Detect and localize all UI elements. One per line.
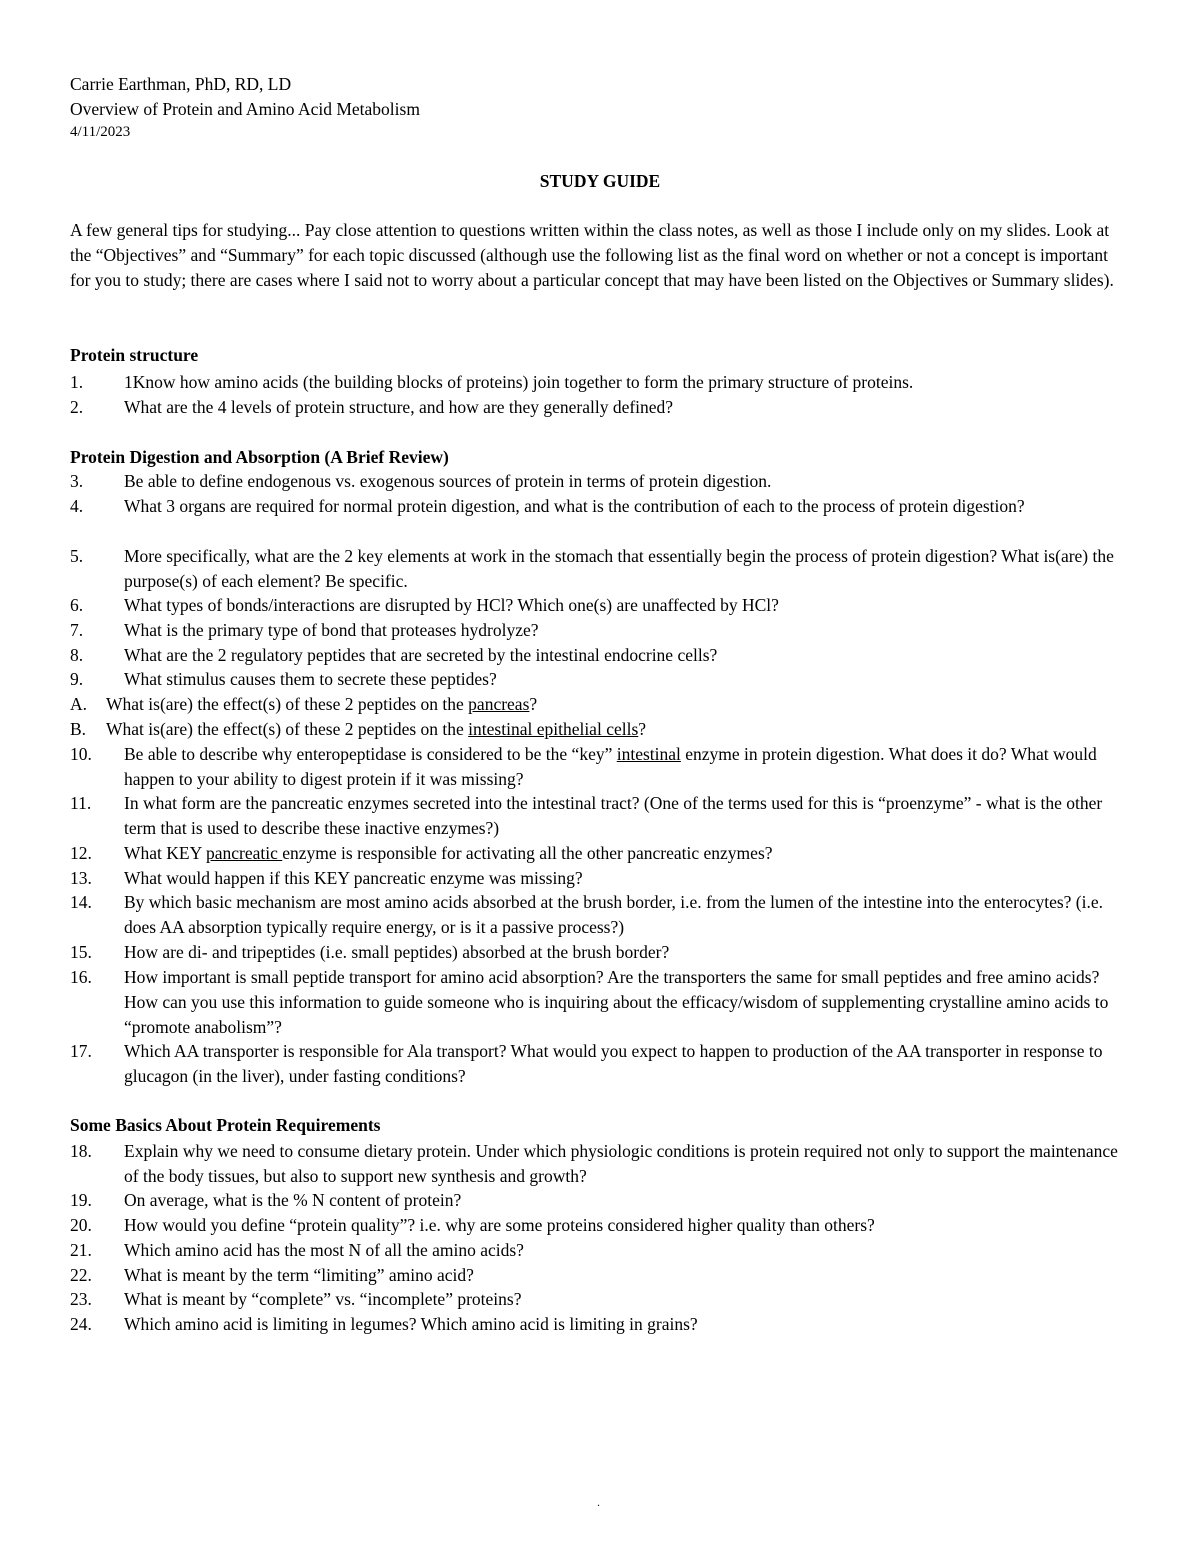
page-title: STUDY GUIDE <box>539 171 661 191</box>
question-text-post: ? <box>638 719 647 739</box>
question-text: On average, what is the % N content of protein? <box>124 1190 462 1210</box>
footer-mark: . <box>597 1495 600 1509</box>
section-heading-protein-structure: Protein structure <box>70 345 199 365</box>
section-heading-digestion-absorption: Protein Digestion and Absorption (A Brief Review) <box>70 447 449 467</box>
question-text: Explain why we need to consume dietary protein. Under which physiologic conditions is protein required not only to support the maintenance of the body tissues, but also to support new synthesis and growth? <box>124 1141 1118 1186</box>
underlined-term: intestinal <box>616 744 681 764</box>
question-9 <box>70 667 1130 692</box>
underlined-term: pancreas <box>468 694 530 714</box>
question-text <box>106 717 1130 742</box>
question-17 <box>70 1039 1130 1089</box>
question-2 <box>70 395 1130 420</box>
question-20 <box>70 1213 1130 1238</box>
question-text-pre: What is(are) the effect(s) of these 2 peptides on the <box>106 719 469 739</box>
question-1 <box>70 370 1130 395</box>
question-text: What types of bonds/interactions are disrupted by HCl? Which one(s) are unaffected by HCl? <box>124 595 779 615</box>
question-22 <box>70 1263 1130 1288</box>
question-text: By which basic mechanism are most amino acids absorbed at the brush border, i.e. from the lumen of the intestine into the enterocytes? (i.e. does AA absorption typically require energy, or is it a passive process?) <box>124 892 1104 937</box>
question-number: 9. <box>70 669 84 689</box>
question-number: 18. <box>70 1141 92 1161</box>
question-text: What stimulus causes them to secrete these peptides? <box>124 669 497 689</box>
question-text: Which amino acid is limiting in legumes? Which amino acid is limiting in grains? <box>124 1314 698 1334</box>
question-6 <box>70 593 1130 618</box>
question-text: 1Know how amino acids (the building blocks of proteins) join together to form the primary structure of proteins. <box>124 372 914 392</box>
question-text: How important is small peptide transport for amino acid absorption? Are the transporters the same for small peptides and free amino acids? How can you use this information to guide someone who is inquiring about the efficacy/wisdom of supplementing crystalline amino acids to “promote anabolism”? <box>124 967 1109 1037</box>
question-16 <box>70 965 1130 1039</box>
question-text <box>106 692 1130 717</box>
question-number: 21. <box>70 1240 92 1260</box>
question-9b <box>70 717 1130 742</box>
question-number: 4. <box>70 496 84 516</box>
question-5 <box>70 544 1130 594</box>
underlined-term: intestinal epithelial cells <box>468 719 639 739</box>
question-number: 16. <box>70 967 92 987</box>
question-text <box>124 742 1130 792</box>
question-number: 1. <box>70 372 84 392</box>
question-number: 5. <box>70 546 84 566</box>
question-text: More specifically, what are the 2 key elements at work in the stomach that essentially begin the process of protein digestion? What is(are) the purpose(s) of each element? Be specific. <box>124 546 1114 591</box>
question-text: How are di- and tripeptides (i.e. small peptides) absorbed at the brush border? <box>124 942 670 962</box>
question-number: 14. <box>70 892 92 912</box>
question-13 <box>70 866 1130 891</box>
question-number: 10. <box>70 744 92 764</box>
question-18 <box>70 1139 1130 1189</box>
author-line: Carrie Earthman, PhD, RD, LD <box>70 74 292 94</box>
question-text: What is meant by “complete” vs. “incomplete” proteins? <box>124 1289 522 1309</box>
question-number: 15. <box>70 942 92 962</box>
question-letter: B. <box>70 719 87 739</box>
question-12 <box>70 841 1130 866</box>
question-text-post: ? <box>529 694 538 714</box>
question-3 <box>70 469 1130 494</box>
question-text: Be able to define endogenous vs. exogenous sources of protein in terms of protein digestion. <box>124 471 772 491</box>
question-text: In what form are the pancreatic enzymes secreted into the intestinal tract? (One of the terms used for this is “proenzyme” - what is the other term that is used to describe these inactive enzymes?) <box>124 793 1103 838</box>
question-23 <box>70 1287 1130 1312</box>
question-number: 12. <box>70 843 92 863</box>
question-number: 6. <box>70 595 84 615</box>
question-24 <box>70 1312 1130 1337</box>
question-4 <box>70 494 1130 519</box>
question-text-pre: What is(are) the effect(s) of these 2 peptides on the <box>106 694 469 714</box>
question-number: 2. <box>70 397 84 417</box>
question-19 <box>70 1188 1130 1213</box>
question-text: What are the 4 levels of protein structure, and how are they generally defined? <box>124 397 674 417</box>
question-text: What would happen if this KEY pancreatic enzyme was missing? <box>124 868 583 888</box>
underlined-term: pancreatic <box>205 843 283 863</box>
intro-paragraph: A few general tips for studying... Pay close attention to questions written within the class notes, as well as those I include only on my slides. Look at the “Objectives” and “Summary” for each topic discussed (although use the following list as the final word on whether or not a concept is important for you to study; there are cases where I said not to worry about a particular concept that may have been listed on the Objectives or Summary slides). <box>70 220 1114 290</box>
question-text: Which amino acid has the most N of all the amino acids? <box>124 1240 524 1260</box>
question-7 <box>70 618 1130 643</box>
question-number: 8. <box>70 645 84 665</box>
question-number: 23. <box>70 1289 92 1309</box>
section-heading-protein-requirements: Some Basics About Protein Requirements <box>70 1115 381 1135</box>
question-text <box>124 841 1130 866</box>
question-text: What 3 organs are required for normal protein digestion, and what is the contribution of each to the process of protein digestion? <box>124 496 1025 516</box>
question-number: 13. <box>70 868 92 888</box>
question-14 <box>70 890 1130 940</box>
date-line: 4/11/2023 <box>70 124 131 140</box>
question-number: 7. <box>70 620 84 640</box>
question-letter: A. <box>70 694 88 714</box>
question-10 <box>70 742 1130 792</box>
question-21 <box>70 1238 1130 1263</box>
question-text-pre: What KEY <box>124 843 206 863</box>
question-number: 11. <box>70 793 92 813</box>
question-text-pre: Be able to describe why enteropeptidase is considered to be the “key” <box>124 744 617 764</box>
question-number: 20. <box>70 1215 92 1235</box>
question-number: 24. <box>70 1314 92 1334</box>
question-8 <box>70 643 1130 668</box>
question-text: Which AA transporter is responsible for Ala transport? What would you expect to happen to production of the AA transporter in response to glucagon (in the liver), under fasting conditions? <box>124 1041 1103 1086</box>
course-title: Overview of Protein and Amino Acid Metabolism <box>70 99 420 119</box>
question-number: 22. <box>70 1265 92 1285</box>
question-9a <box>70 692 1130 717</box>
question-text: What is meant by the term “limiting” amino acid? <box>124 1265 474 1285</box>
question-number: 3. <box>70 471 84 491</box>
question-15 <box>70 940 1130 965</box>
question-text-post: enzyme in protein digestion. What does it do? What would happen to your ability to digest protein if it was missing? <box>124 744 1097 789</box>
question-text: What are the 2 regulatory peptides that are secreted by the intestinal endocrine cells? <box>124 645 718 665</box>
question-number: 19. <box>70 1190 92 1210</box>
question-text: What is the primary type of bond that proteases hydrolyze? <box>124 620 539 640</box>
question-number: 17. <box>70 1041 92 1061</box>
question-text: How would you define “protein quality”? i.e. why are some proteins considered higher quality than others? <box>124 1215 875 1235</box>
question-11 <box>70 791 1130 841</box>
question-text-post: enzyme is responsible for activating all the other pancreatic enzymes? <box>282 843 773 863</box>
